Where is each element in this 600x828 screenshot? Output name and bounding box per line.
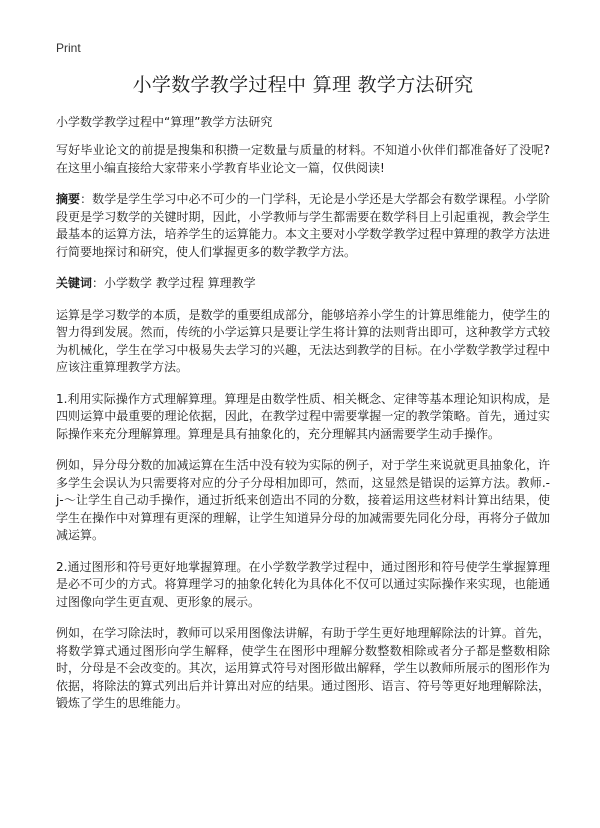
keywords-paragraph <box>56 275 550 293</box>
keywords-text: ：小学数学 教学过程 算理教学 <box>92 276 256 290</box>
body-paragraph-2: 1.利用实际操作方式理解算理。算理是由数学性质、相关概念、定律等基本理论知识构成，是四则运算中最重要的理论依据，因此，在教学过程中需要掌握一定的教学策略。首先，通过实际操作来充分理解算理。算理是具有抽象化的，充分理解其内涵需要学生动手操作。 <box>56 391 550 441</box>
abstract-paragraph <box>56 191 550 261</box>
page-title: 小学数学教学过程中 算理 教学方法研究 <box>132 74 474 96</box>
abstract-text: ：数学是学生学习中必不可少的一门学科，无论是小学还是大学都会有数学课程。小学阶段更是学习数学的关键时期，因此，小学教师与学生都需要在数学科目上引起重视，教会学生最基本的运算方法，培养学生的运算能力。本文主要对小学数学教学过程中算理的教学方法进行简要地探讨和研究，使人们掌握更多的数学教学方法。 <box>56 192 550 259</box>
body-paragraph-1: 运算是学习数学的本质，是数学的重要组成部分，能够培养小学生的计算思维能力，使学生的智力得到发展。然而，传统的小学运算只是要让学生将计算的法则背出即可，这种教学方式较为机械化，学生在学习中极易失去学习的兴趣，无法达到教学的目标。在小学数学教学过程中应该注重算理教学方法。 <box>56 307 550 374</box>
body-paragraph-3: 例如，异分母分数的加减运算在生活中没有较为实际的例子，对于学生来说就更具抽象化，许多学生会误认为只需要将对应的分子分母相加即可，然而，这显然是错误的运算方法。教师.-j-～让学生自己动手操作，通过折纸来创造出不同的分数，接着运用这些材料计算出结果，使学生在操作中对算理有更深的理解，让学生知道异分母的加减需要先同化分母，再将分子做加减运算。 <box>56 458 550 542</box>
body-paragraph-5: 例如，在学习除法时，教师可以采用图像法讲解，有助于学生更好地理解除法的计算。首先，将数学算式通过图形向学生解释，使学生在图形中理解分数整数相除或者分子都是整数相除时，分母是不会改变的。其次，运用算式符号对图形做出解释，学生以教师所展示的图形作为依据，将除法的算式列出后并计算出对应的结果。通过图形、语言、符号等更好地理解除法，锻炼了学生的思维能力。 <box>56 626 550 710</box>
keywords-label: 关键词 <box>56 276 93 290</box>
intro-paragraph: 写好毕业论文的前提是搜集和积攒一定数量与质量的材料。不知道小伙伴们都准备好了没呢?在这里小编直接给大家带来小学教育毕业论文一篇，仅供阅读! <box>56 143 550 175</box>
document-page <box>56 40 550 727</box>
print-label: Print <box>56 41 81 55</box>
body-paragraph-4: 2.通过图形和符号更好地掌握算理。在小学数学教学过程中，通过图形和符号使学生掌握算理是必不可少的方式。将算理学习的抽象化转化为具体化不仅可以通过实际操作来实现，也能通过图像向学生更直观、更形象的展示。 <box>56 559 550 609</box>
document-subtitle: 小学数学教学过程中“算理”教学方法研究 <box>56 115 273 129</box>
abstract-label: 摘要 <box>56 192 81 206</box>
